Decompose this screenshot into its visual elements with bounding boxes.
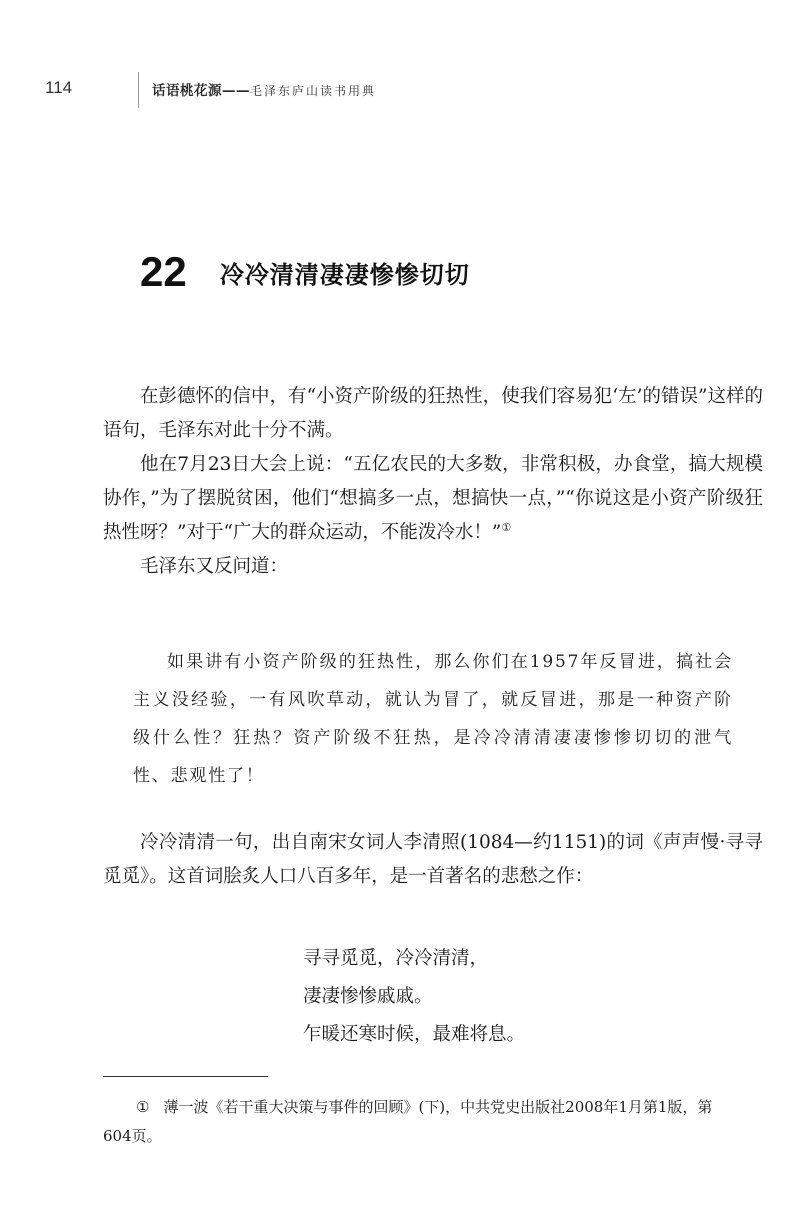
poem-line: 凄凄惨惨戚戚。: [303, 986, 433, 1007]
footnote-text: 薄一波《若干重大决策与事件的回顾》(下)，中共党史出版社2008年1月第1版，第: [163, 1098, 713, 1116]
paragraph-1: 在彭德怀的信中，有“小资产阶级的狂热性，使我们容易犯‘左’的错误”这样的语句，毛泽东对此十分不满。: [103, 386, 763, 441]
footnote-divider: [103, 1076, 268, 1077]
chapter-title: 冷冷清清凄凄惨惨切切: [219, 260, 470, 289]
footnote-reference[interactable]: ①: [501, 520, 512, 534]
body-text-lower: [103, 826, 763, 894]
paragraph-2-text: 他在7月23日大会上说：“五亿农民的大多数，非常积极，办食堂，搞大规模协作，”为了摆脱贫困，他们“想搞多一点，想搞快一点，”“你说这是小资产阶级狂热性呀？”对于“广大的群众运动，不能泼冷水！”: [103, 454, 763, 543]
footnote-line-2: 604页。: [103, 1127, 162, 1145]
book-title: [152, 79, 376, 99]
page-number: 114: [45, 78, 73, 97]
block-quote-text: 如果讲有小资产阶级的狂热性，那么你们在1957年反冒进，搞社会主义没经验，一有风吹草动，就认为冒了，就反冒进，那是一种资产阶级什么性？狂热？资产阶级不狂热，是冷冷清清凄凄惨惨切切的泄气性、悲观性了！: [133, 652, 733, 786]
footnote: [103, 1093, 768, 1151]
book-title-main: 话语桃花源——: [152, 83, 250, 99]
paragraph-4: 冷冷清清一句，出自南宋女词人李清照(1084—约1151)的词《声声慢·寻寻觅觅》。这首词脍炙人口八百多年，是一首著名的悲愁之作：: [103, 832, 763, 887]
chapter-heading: [140, 248, 470, 296]
header-divider: [138, 72, 139, 108]
paragraph-2: [103, 448, 763, 550]
chapter-number: 22: [140, 248, 187, 295]
poem-line: 乍暖还寒时候，最难将息。: [303, 1024, 526, 1045]
paragraph-3: 毛泽东又反问道：: [140, 556, 289, 577]
footnote-number: ①: [136, 1098, 150, 1116]
footnote-line-1: [103, 1093, 768, 1122]
book-subtitle: 毛泽东庐山读书用典: [250, 84, 377, 98]
running-header: [45, 72, 765, 108]
body-text-upper: [103, 380, 763, 584]
poem: [303, 940, 525, 1054]
poem-line: 寻寻觅觅，冷冷清清，: [303, 948, 489, 969]
block-quote: [133, 643, 733, 795]
